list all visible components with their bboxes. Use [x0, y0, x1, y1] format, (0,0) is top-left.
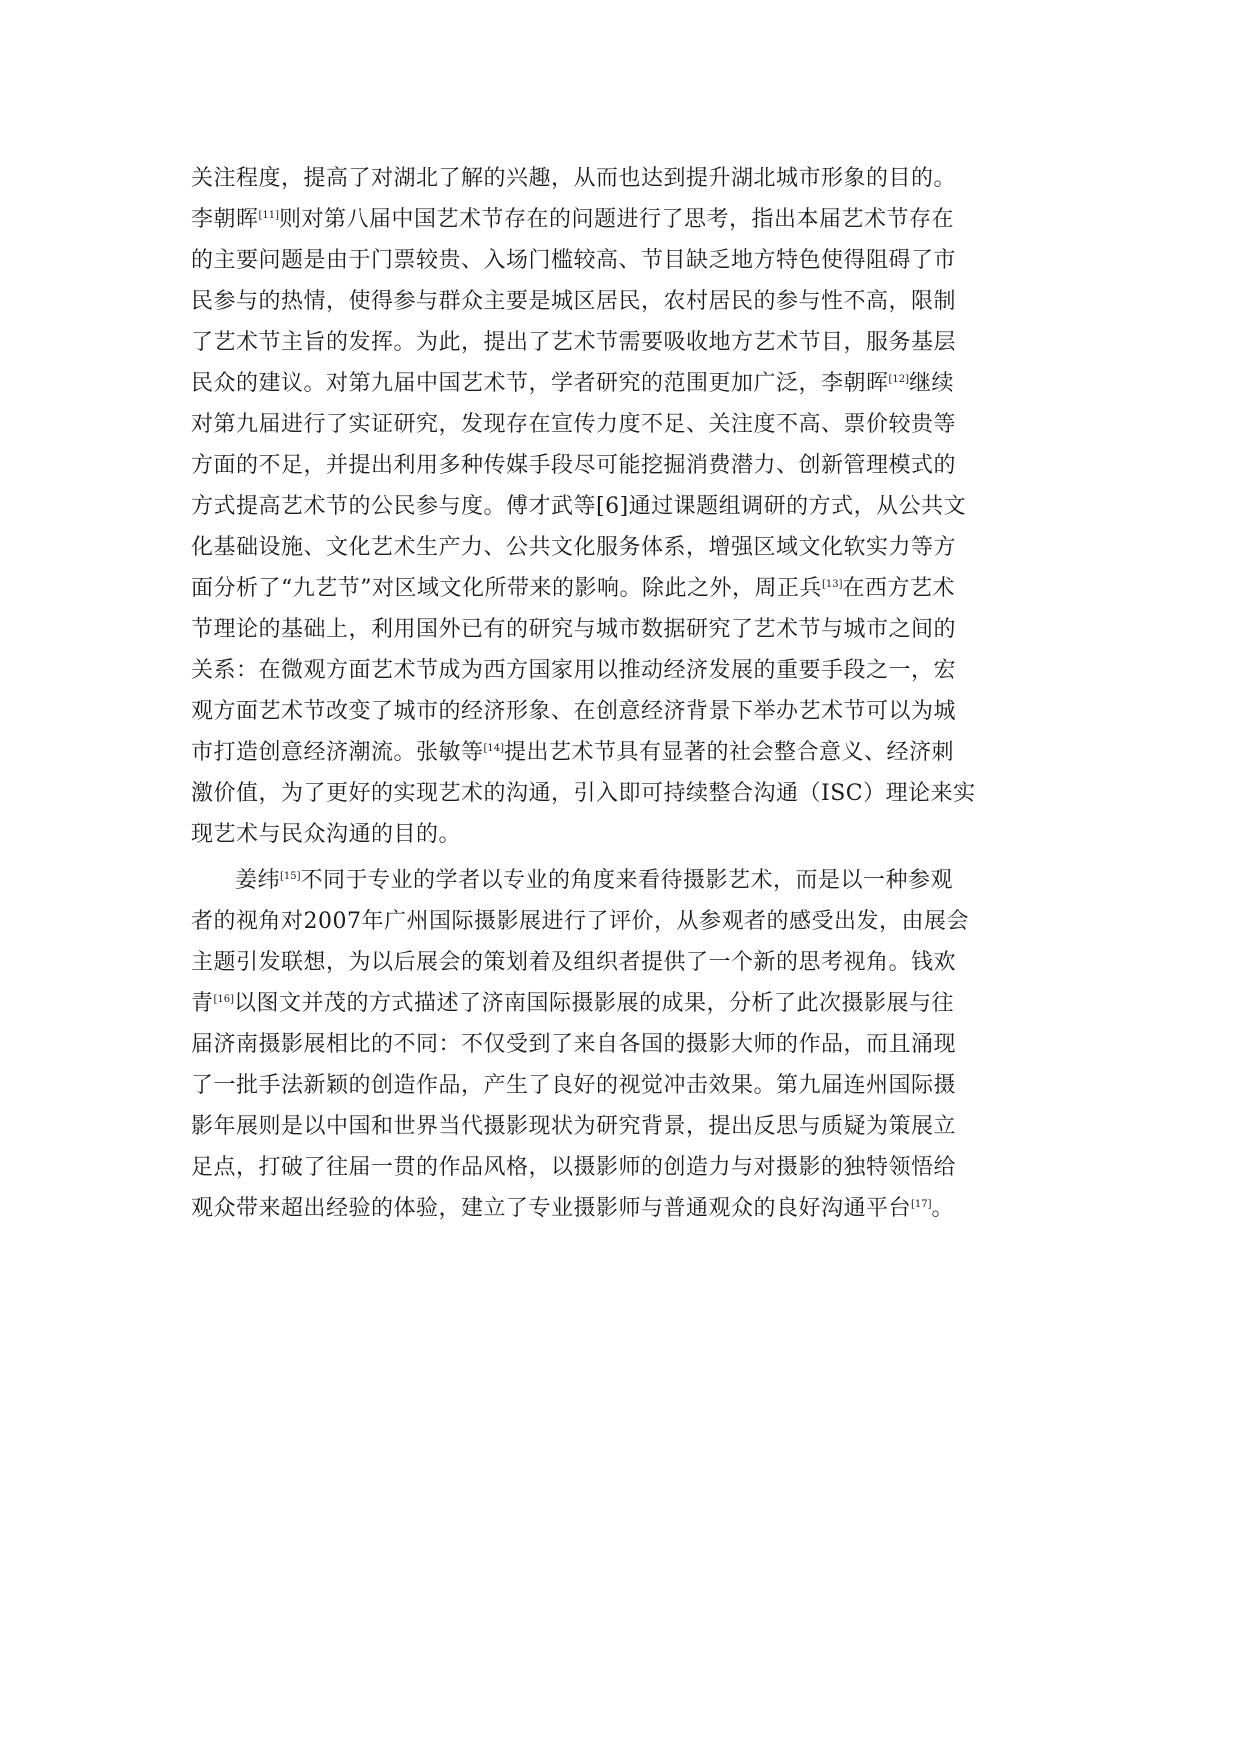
text-line [191, 1147, 1051, 1188]
text-line [191, 568, 1051, 609]
text-line [191, 240, 1051, 281]
text-run: 节理论的基础上，利用国外已有的研究与城市数据研究了艺术节与城市之间的 [191, 617, 957, 642]
text-run: 关注程度，提高了对湖北了解的兴趣，从而也达到提升湖北城市形象的目的。 [191, 166, 957, 191]
body-text [191, 158, 1051, 1229]
citation-reference: [15] [280, 871, 301, 882]
text-line [191, 527, 1051, 568]
text-line [191, 1188, 1051, 1229]
text-run: 影年展则是以中国和世界当代摄影现状为研究背景，提出反思与质疑为策展立 [191, 1114, 957, 1139]
text-run: 则对第八届中国艺术节存在的问题进行了思考，指出本届艺术节存在 [279, 207, 955, 232]
text-run: 的主要问题是由于门票较贵、入场门槛较高、节目缺乏地方特色使得阻碍了市 [191, 248, 957, 273]
text-line [191, 445, 1051, 486]
text-run: 主题引发联想，为以后展会的策划着及组织者提供了一个新的思考视角。钱欢 [191, 950, 957, 975]
text-run: 民众的建议。对第九届中国艺术节，学者研究的范围更加广泛，李朝晖 [191, 371, 889, 396]
text-line [191, 281, 1051, 322]
text-line [191, 1024, 1051, 1065]
text-run: 届济南摄影展相比的不同：不仅受到了来自各国的摄影大师的作品，而且涌现 [191, 1032, 957, 1057]
text-line [191, 158, 1051, 199]
text-run: 姜纬 [235, 868, 281, 893]
text-run: 现艺术与民众沟通的目的。 [191, 822, 462, 847]
text-line [191, 1065, 1051, 1106]
text-line [191, 860, 1051, 901]
citation-reference: [12] [888, 374, 910, 385]
text-line [191, 814, 1051, 855]
text-line [191, 404, 1051, 445]
text-run: 关系：在微观方面艺术节成为西方国家用以推动经济发展的重要手段之一，宏 [191, 658, 957, 683]
text-run: 面分析了“九艺节”对区域文化所带来的影响。除此之外，周正兵 [191, 576, 822, 601]
text-line [191, 942, 1051, 983]
text-run: 对第九届进行了实证研究，发现存在宣传力度不足、关注度不高、票价较贵等 [191, 412, 957, 437]
text-run: 民参与的热情，使得参与群众主要是城区居民，农村居民的参与性不高，限制 [191, 289, 957, 314]
citation-reference: [14] [483, 743, 505, 754]
text-line [191, 199, 1051, 240]
text-run: 激价值，为了更好的实现艺术的沟通，引入即可持续整合沟通（ISC）理论来实 [191, 781, 976, 806]
text-run: 提出艺术节具有显著的社会整合意义、经济刺 [504, 740, 955, 765]
text-run: 观方面艺术节改变了城市的经济形象、在创意经济背景下举办艺术节可以为城 [191, 699, 957, 724]
text-run: 继续 [909, 371, 955, 396]
text-line [191, 650, 1051, 691]
text-run: 以图文并茂的方式描述了济南国际摄影展的成果，分析了此次摄影展与往 [234, 991, 955, 1016]
text-run: 观众带来超出经验的体验，建立了专业摄影师与普通观众的良好沟通平台 [191, 1196, 912, 1221]
text-run: 化基础设施、文化艺术生产力、公共文化服务体系，增强区域文化软实力等方 [191, 535, 957, 560]
text-run: 了艺术节主旨的发挥。为此，提出了艺术节需要吸收地方艺术节目，服务基层 [191, 330, 957, 355]
paragraph [191, 158, 1051, 855]
text-line [191, 609, 1051, 650]
text-run: 不同于专业的学者以专业的角度来看待摄影艺术，而是以一种参观 [300, 868, 954, 893]
citation-reference: [11] [258, 210, 280, 221]
text-line [191, 363, 1051, 404]
text-run: 者的视角对2007年广州国际摄影展进行了评价，从参观者的感受出发，由展会 [191, 909, 969, 934]
text-line [191, 691, 1051, 732]
text-run: 方式提高艺术节的公民参与度。傅才武等[6]通过课题组调研的方式，从公共文 [191, 494, 967, 519]
text-line [191, 901, 1051, 942]
text-line [191, 983, 1051, 1024]
text-run: 市打造创意经济潮流。张敏等 [191, 740, 484, 765]
text-line [191, 1106, 1051, 1147]
text-line [191, 486, 1051, 527]
citation-reference: [16] [213, 994, 235, 1005]
paragraph [191, 860, 1051, 1229]
text-run: 了一批手法新颖的创造作品，产生了良好的视觉冲击效果。第九届连州国际摄 [191, 1073, 957, 1098]
citation-reference: [17] [911, 1199, 932, 1210]
text-run: 青 [191, 991, 214, 1016]
text-line [191, 773, 1051, 814]
text-line [191, 322, 1051, 363]
text-run: 在西方艺术 [842, 576, 956, 601]
text-run: 。 [931, 1196, 955, 1221]
text-run: 李朝晖 [191, 207, 259, 232]
text-line [191, 732, 1051, 773]
text-run: 足点，打破了往届一贯的作品风格，以摄影师的创造力与对摄影的独特领悟给 [191, 1155, 957, 1180]
citation-reference: [13] [822, 579, 843, 590]
text-run: 方面的不足，并提出利用多种传媒手段尽可能挖掘消费潜力、创新管理模式的 [191, 453, 957, 478]
